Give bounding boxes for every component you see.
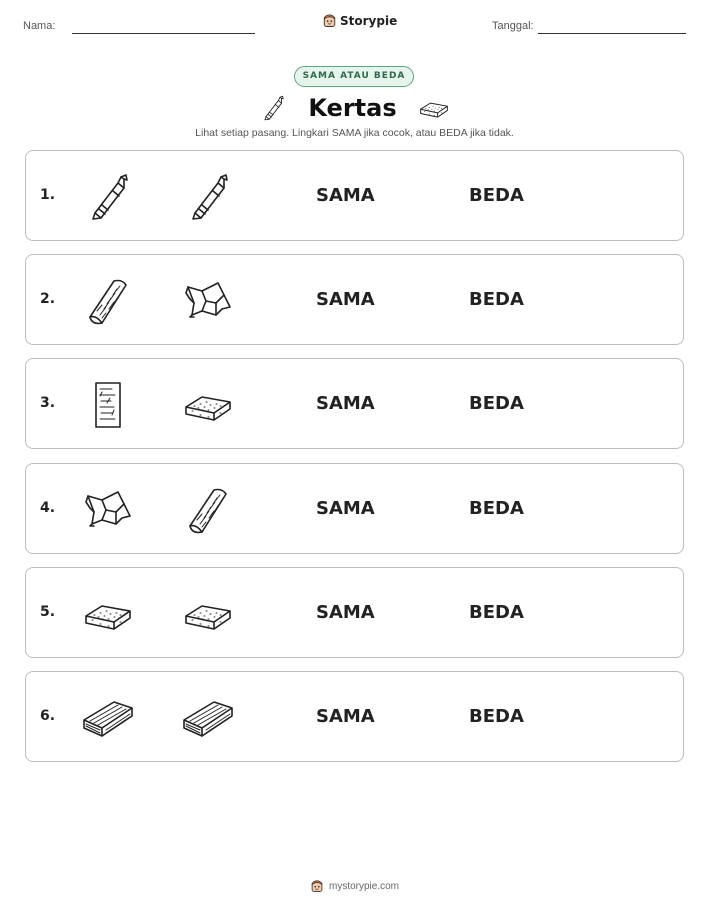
logo-text: Storypie xyxy=(340,13,398,28)
sponge-icon xyxy=(180,586,236,642)
sponge-icon xyxy=(80,586,136,642)
crumpled-paper-icon xyxy=(180,273,236,329)
footer xyxy=(0,879,709,893)
beda-option[interactable]: BEDA xyxy=(469,602,524,623)
name-line[interactable] xyxy=(72,33,255,34)
title-row xyxy=(0,91,709,125)
storypie-mascot-icon xyxy=(310,879,324,893)
question-row xyxy=(25,463,684,554)
question-number: 3. xyxy=(40,395,56,411)
crumpled-paper-icon xyxy=(80,482,136,538)
footer-url: mystorypie.com xyxy=(328,880,399,892)
page-title: Kertas xyxy=(308,94,397,122)
name-label: Nama: xyxy=(23,20,56,32)
beda-option[interactable]: BEDA xyxy=(469,289,524,310)
sponge-icon xyxy=(417,91,451,125)
paper-sheet-icon xyxy=(80,377,136,433)
wood-plank-icon xyxy=(80,690,136,746)
wood-log-icon xyxy=(180,482,236,538)
instructions: Lihat setiap pasang. Lingkari SAMA jika cocok, atau BEDA jika tidak. xyxy=(195,127,514,139)
question-number: 5. xyxy=(40,604,56,620)
question-row xyxy=(25,254,684,345)
sama-option[interactable]: SAMA xyxy=(316,185,375,206)
activity-badge: SAMA ATAU BEDA xyxy=(294,66,414,87)
question-number: 1. xyxy=(40,187,56,203)
beda-option[interactable]: BEDA xyxy=(469,393,524,414)
crayon-icon xyxy=(80,169,136,225)
beda-option[interactable]: BEDA xyxy=(469,185,524,206)
sama-option[interactable]: SAMA xyxy=(316,289,375,310)
sponge-icon xyxy=(180,377,236,433)
question-number: 2. xyxy=(40,291,56,307)
question-row xyxy=(25,150,684,241)
storypie-mascot-icon xyxy=(322,13,337,28)
sama-option[interactable]: SAMA xyxy=(316,393,375,414)
date-label: Tanggal: xyxy=(492,20,534,32)
sama-option[interactable]: SAMA xyxy=(316,602,375,623)
question-number: 4. xyxy=(40,500,56,516)
beda-option[interactable]: BEDA xyxy=(469,706,524,727)
question-row xyxy=(25,358,684,449)
wood-log-icon xyxy=(80,273,136,329)
question-row xyxy=(25,671,684,762)
sama-option[interactable]: SAMA xyxy=(316,498,375,519)
question-row xyxy=(25,567,684,658)
beda-option[interactable]: BEDA xyxy=(469,498,524,519)
storypie-logo xyxy=(322,13,397,28)
question-number: 6. xyxy=(40,708,56,724)
date-line[interactable] xyxy=(538,33,686,34)
crayon-icon xyxy=(180,169,236,225)
wood-plank-icon xyxy=(180,690,236,746)
crayon-icon xyxy=(258,93,288,123)
sama-option[interactable]: SAMA xyxy=(316,706,375,727)
